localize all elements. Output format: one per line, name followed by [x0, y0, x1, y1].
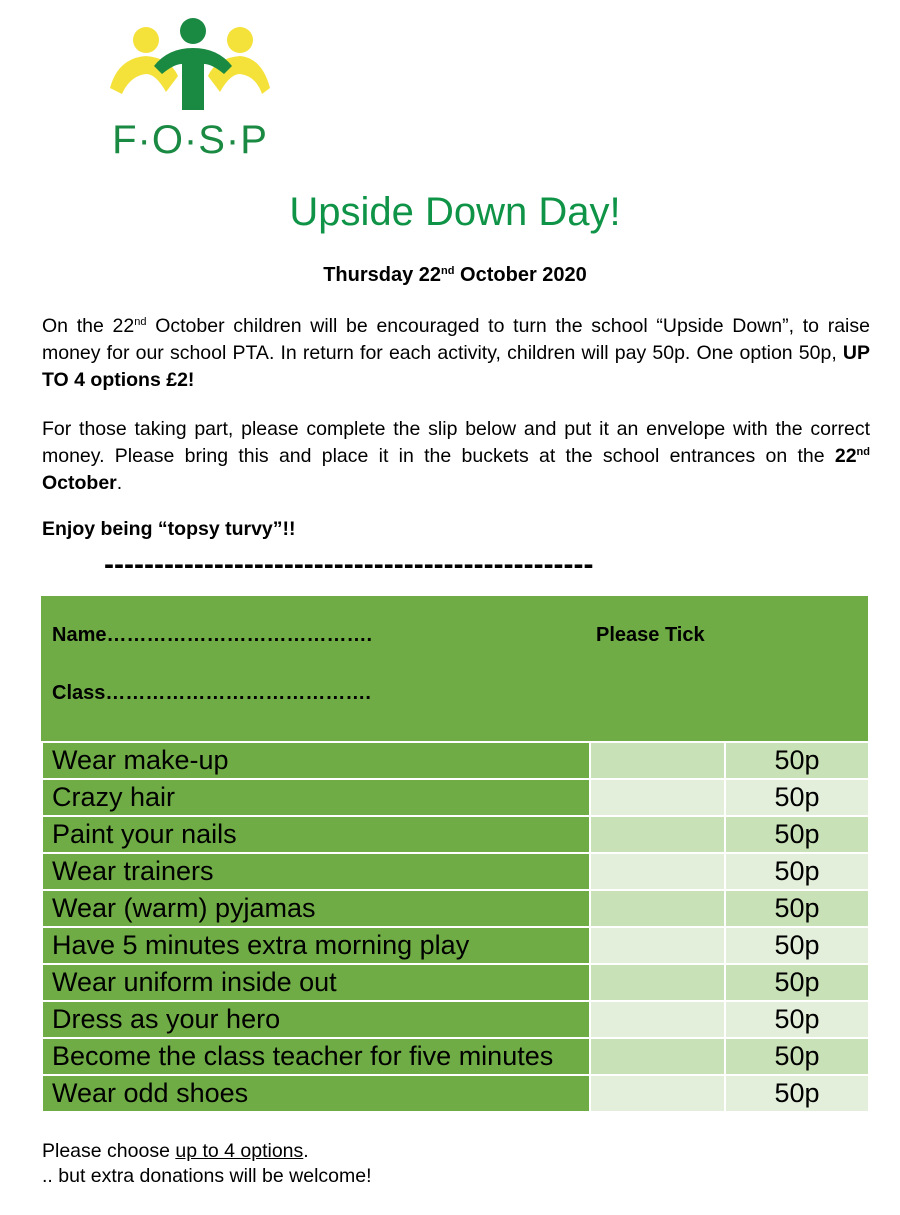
option-row	[42, 742, 869, 779]
tick-box[interactable]	[590, 816, 725, 853]
option-price: 50p	[725, 816, 869, 853]
option-row	[42, 964, 869, 1001]
please-tick-header: Please Tick	[596, 624, 705, 646]
option-row	[42, 927, 869, 964]
option-label: Have 5 minutes extra morning play	[42, 927, 590, 964]
footer-donations: .. but extra donations will be welcome!	[42, 1165, 372, 1187]
tick-box[interactable]	[590, 890, 725, 927]
name-field[interactable]: Name………………………………….	[52, 624, 373, 646]
option-row	[42, 779, 869, 816]
option-price: 50p	[725, 853, 869, 890]
tick-box[interactable]	[590, 853, 725, 890]
option-row	[42, 1038, 869, 1075]
option-row	[42, 816, 869, 853]
instructions-paragraph: For those taking part, please complete the slip below and put it an envelope with the correct money. Please bring this and place it in the buckets at the school entrances on the 22nd October.	[42, 418, 870, 494]
option-label: Paint your nails	[42, 816, 590, 853]
cut-line: -------------------------------------------------	[104, 548, 594, 581]
option-price: 50p	[725, 1075, 869, 1112]
people-logo-icon	[108, 14, 272, 114]
fosp-logo	[100, 14, 280, 162]
tick-box[interactable]	[590, 1038, 725, 1075]
tick-box[interactable]	[590, 779, 725, 816]
tick-box[interactable]	[590, 927, 725, 964]
intro-paragraph: On the 22nd October children will be encouraged to turn the school “Upside Down”, to raise money for our school PTA. In return for each activity, children will pay 50p. One option 50p, UP TO 4 options £2!	[42, 315, 870, 391]
option-row	[42, 1001, 869, 1038]
option-price: 50p	[725, 927, 869, 964]
tick-box[interactable]	[590, 1075, 725, 1112]
option-label: Dress as your hero	[42, 1001, 590, 1038]
option-label: Wear trainers	[42, 853, 590, 890]
option-row	[42, 890, 869, 927]
event-date: Thursday 22nd October 2020	[323, 264, 587, 286]
option-label: Become the class teacher for five minutes	[42, 1038, 590, 1075]
page-title: Upside Down Day!	[289, 190, 621, 234]
logo-text: F·O·S·P	[112, 118, 268, 162]
option-price: 50p	[725, 1038, 869, 1075]
tick-box[interactable]	[590, 1001, 725, 1038]
class-field[interactable]: Class………………………………….	[52, 682, 371, 704]
option-label: Crazy hair	[42, 779, 590, 816]
option-price: 50p	[725, 779, 869, 816]
option-price: 50p	[725, 890, 869, 927]
slip-header	[41, 596, 868, 741]
option-label: Wear (warm) pyjamas	[42, 890, 590, 927]
option-price: 50p	[725, 1001, 869, 1038]
option-label: Wear odd shoes	[42, 1075, 590, 1112]
option-row	[42, 853, 869, 890]
tick-box[interactable]	[590, 742, 725, 779]
options-table	[41, 741, 870, 1113]
option-row	[42, 1075, 869, 1112]
option-price: 50p	[725, 742, 869, 779]
footer-choose: Please choose up to 4 options.	[42, 1140, 309, 1162]
enjoy-line: Enjoy being “topsy turvy”!!	[42, 518, 296, 540]
option-label: Wear make-up	[42, 742, 590, 779]
option-price: 50p	[725, 964, 869, 1001]
tick-box[interactable]	[590, 964, 725, 1001]
option-label: Wear uniform inside out	[42, 964, 590, 1001]
